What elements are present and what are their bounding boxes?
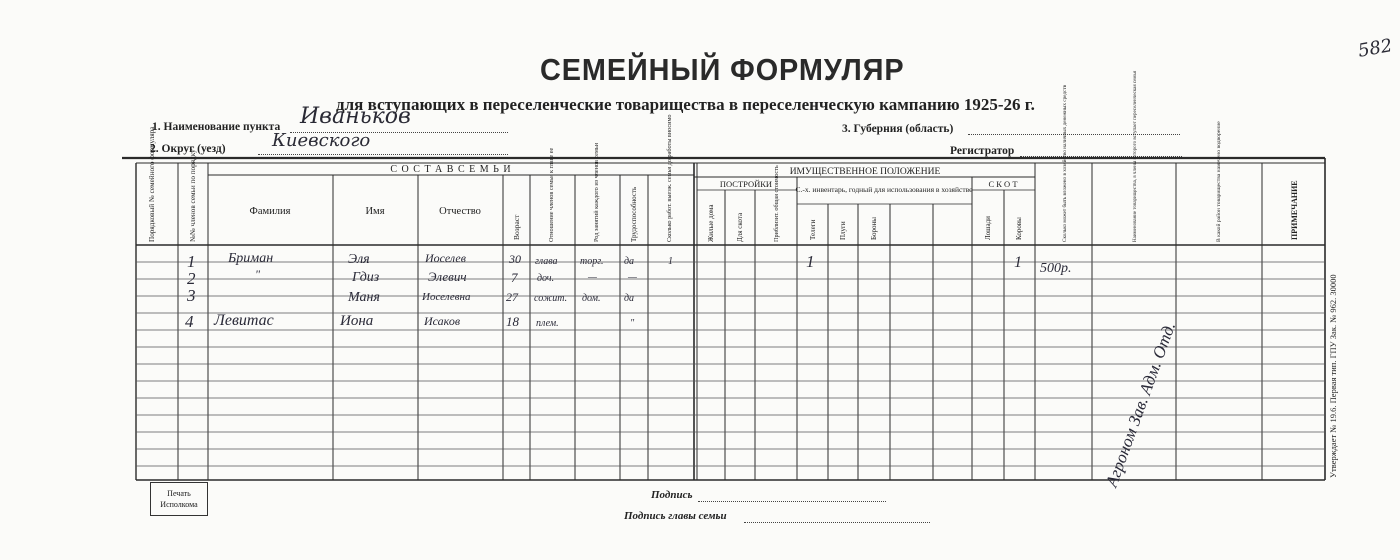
row-4-surname: Левитас <box>214 312 274 329</box>
col-workability-header: Трудоспособность <box>630 186 638 242</box>
row-4-patronymic: Исаков <box>424 314 461 328</box>
col-horses-header: Лошади <box>984 216 992 240</box>
signature-label: Подпись <box>651 489 693 501</box>
row-4-workability: " <box>630 318 635 329</box>
stamp-box: Печать Исполкома <box>150 482 208 516</box>
col-cattle-header: Для скота <box>736 212 744 242</box>
form-title: СЕМЕЙНЫЙ ФОРМУЛЯР <box>540 52 905 87</box>
col-ploughs-header: Плуги <box>839 221 847 240</box>
group-family-header: С О С Т А В С Е М Ь И <box>390 164 512 175</box>
row-3-workability: да <box>624 293 635 304</box>
col-value-header: Приблизит. общая стоимость <box>773 165 780 242</box>
row-4-no: 4 <box>185 312 194 331</box>
row-1-patronymic: Иоселев <box>425 251 466 265</box>
point-value: Иваньков <box>300 104 411 129</box>
point-label: 1. Наименование пункта <box>152 121 281 133</box>
row-1-age: 30 <box>509 252 521 266</box>
row-1-years: 1 <box>668 256 673 267</box>
col-surname-header: Фамилия <box>249 206 291 217</box>
col-notes-header: ПРИМЕЧАНИЕ <box>1290 180 1299 240</box>
col-carts-header: Телеги <box>809 219 817 240</box>
corner-number: 582 <box>1356 35 1394 62</box>
row-1-name: Эля <box>348 252 370 267</box>
district-value: Киевского <box>272 130 371 151</box>
col-patronymic-header: Отчество <box>439 206 481 217</box>
col-age-header: Возраст <box>512 214 521 240</box>
row-3-name: Маня <box>348 290 380 305</box>
row-4-relation: плем. <box>536 318 559 329</box>
signature-dotted-line <box>698 489 886 502</box>
group-buildings-header: ПОСТРОЙКИ <box>719 179 773 189</box>
col-region-header: В какой район товарищества намечено водворение <box>1216 121 1222 242</box>
row-1-relation: глава <box>535 256 558 267</box>
row-3-patronymic: Иоселевна <box>422 291 471 303</box>
row-2-occupation: — <box>588 272 597 283</box>
col-name-header: Имя <box>365 206 385 217</box>
col-harrows-header: Бороны <box>870 217 878 240</box>
head-signature-dotted-line <box>744 510 930 523</box>
col-order-header: Порядковый № семейного формуляра <box>148 126 156 242</box>
district-label: 2. Округ (уезд) <box>150 143 226 155</box>
row-4-age: 18 <box>506 314 519 329</box>
group-livestock-header: С К О Т <box>988 179 1018 189</box>
col-years-header: Сколько работ. выезж. семья до работы вносимо <box>666 114 673 242</box>
row-3-relation: сожит. <box>534 293 568 304</box>
form-subtitle: для вступающих в переселенческие товарищества в переселенческую кампанию 1925-26 г. <box>336 95 1035 114</box>
row-2-age: 7 <box>511 270 518 285</box>
row-3-age: 27 <box>506 290 518 304</box>
row-2-name: Гдиз <box>352 270 380 285</box>
row-1-occupation: торг. <box>580 256 604 267</box>
row-1-cash: 500р. <box>1040 261 1072 276</box>
row-3-no: 3 <box>187 286 196 305</box>
row-2-surname: " <box>255 267 261 281</box>
row-2-relation: доч. <box>537 273 555 284</box>
registrar-label: Регистратор <box>950 145 1015 157</box>
side-print-text: Утверждает № 19.6. Первая тип. ГПУ Зак. № 962. 30000 <box>1328 274 1338 478</box>
row-3-occupation: дом. <box>582 293 601 304</box>
col-houses-header: Жилые дома <box>707 204 715 242</box>
row-2-workability: — <box>628 272 637 283</box>
row-1-surname: Бриман <box>228 251 274 266</box>
col-occupation-header: Род занятий каждого из членов семьи <box>593 142 600 242</box>
row-1-carts: 1 <box>806 252 815 271</box>
row-2-no: 2 <box>187 269 196 288</box>
vertical-handwritten-note: Агроном Зав. Адм. Отд. <box>1101 319 1180 490</box>
group-inventory-header: С.-х. инвентарь, годный для использования в хозяйстве <box>795 185 973 194</box>
group-property-header: ИМУЩЕСТВЕННОЕ ПОЛОЖЕНИЕ <box>789 167 941 177</box>
row-2-patronymic: Элевич <box>428 269 467 284</box>
row-4-name: Иона <box>340 313 374 329</box>
col-cows-header: Коровы <box>1015 217 1023 240</box>
col-cash-header: Сколько может быть вложено в хозяйство наличных денежных средств <box>1062 84 1068 242</box>
col-relation-header: Отношение членов семьи к главе ее <box>548 147 555 242</box>
row-1-no: 1 <box>187 252 196 271</box>
row-1-workability: да <box>624 256 635 267</box>
province-label: 3. Губерния (область) <box>842 123 954 135</box>
head-signature-label: Подпись главы семьи <box>624 510 727 522</box>
row-1-cows: 1 <box>1014 254 1022 271</box>
col-member-no-header: №№ членов семьи по порядку <box>189 149 197 242</box>
col-partnership-header: Наименование товарищества, в члены которого вступает переселенческая семья <box>1133 70 1138 242</box>
